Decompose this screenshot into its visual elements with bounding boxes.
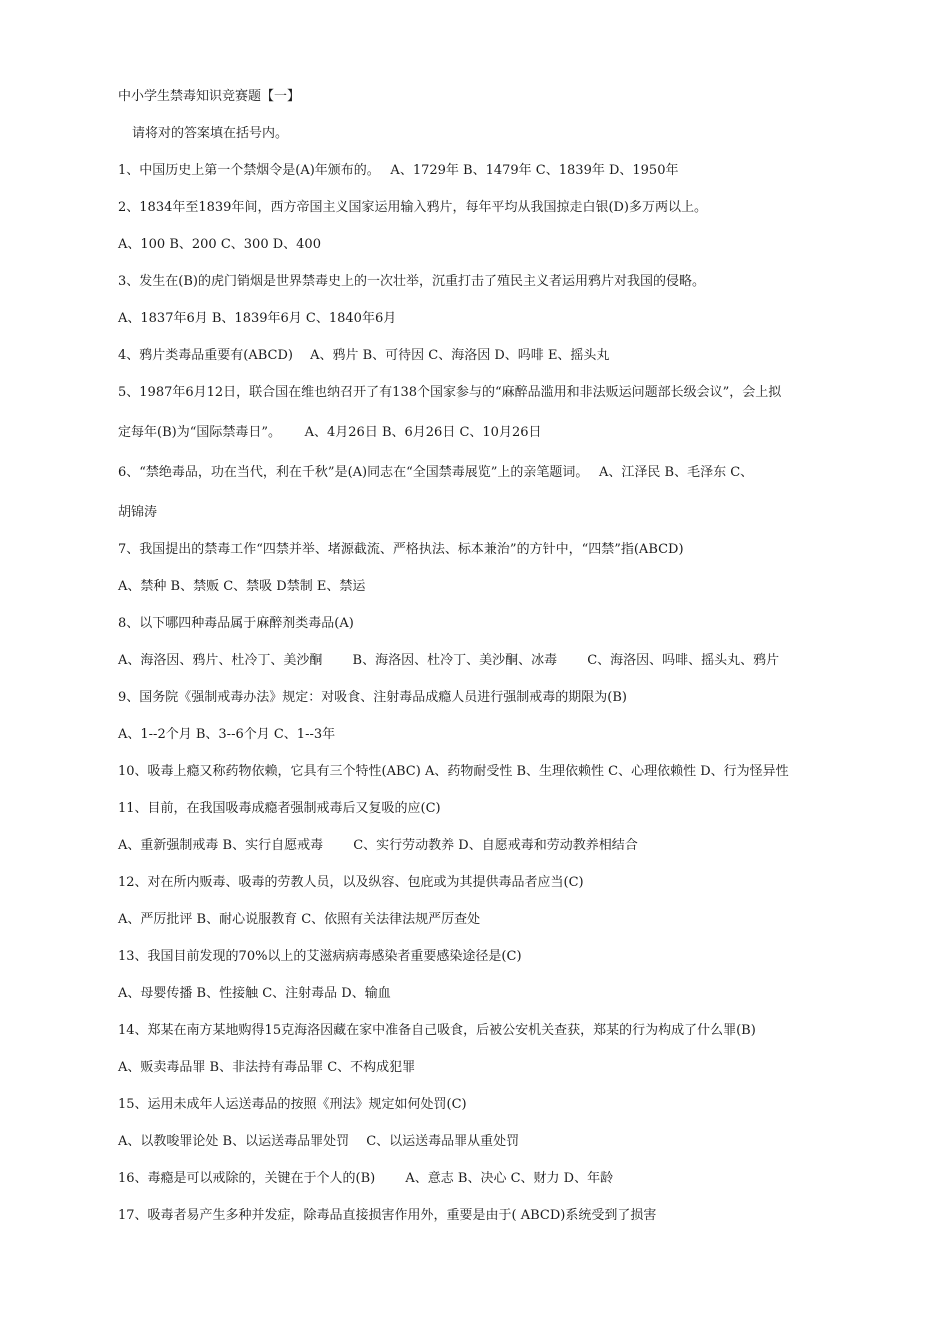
question-1: 1、中国历史上第一个禁烟令是(A)年颁布的。 A、1729年 B、1479年 C、1839年 D、1950年: [118, 163, 679, 178]
question-3: 3、发生在(B)的虎门销烟是世界禁毒史上的一次壮举，沉重打击了殖民主义者运用鸦片对我国的侵略。: [118, 274, 705, 289]
question-12-options: A、严厉批评 B、耐心说服教育 C、依照有关法律法规严厉查处: [118, 912, 481, 927]
question-15-options: A、以教唆罪论处 B、以运送毒品罪处罚 C、以运送毒品罪从重处罚: [118, 1134, 520, 1149]
question-5-continued: 定每年(B)为“国际禁毒日”。 A、4月26日 B、6月26日 C、10月26日: [118, 425, 542, 440]
question-7-options: A、禁种 B、禁贩 C、禁吸 D禁制 E、禁运: [118, 579, 366, 594]
question-9: 9、国务院《强制戒毒办法》规定：对吸食、注射毒品成瘾人员进行强制戒毒的期限为(B): [118, 690, 627, 705]
question-11-options: A、重新强制戒毒 B、实行自愿戒毒 C、实行劳动教养 D、自愿戒毒和劳动教养相结合: [118, 838, 638, 853]
question-6-continued: 胡锦涛: [118, 505, 158, 520]
question-4: 4、鸦片类毒品重要有(ABCD) A、鸦片 B、可待因 C、海洛因 D、吗啡 E、摇头丸: [118, 348, 610, 363]
question-5: 5、1987年6月12日，联合国在维也纳召开了有138个国家参与的“麻醉品滥用和非法贩运问题部长级会议”，会上拟: [118, 385, 782, 400]
document-body: [118, 88, 878, 1225]
question-3-options: A、1837年6月 B、1839年6月 C、1840年6月: [118, 311, 397, 326]
question-15: 15、运用未成年人运送毒品的按照《刑法》规定如何处罚(C): [118, 1097, 467, 1112]
question-14-options: A、贩卖毒品罪 B、非法持有毒品罪 C、不构成犯罪: [118, 1060, 416, 1075]
question-2: 2、1834年至1839年间，西方帝国主义国家运用输入鸦片，每年平均从我国掠走白银(D)多万两以上。: [118, 200, 708, 215]
question-6: 6、“禁绝毒品，功在当代，利在千秋”是(A)同志在“全国禁毒展览”上的亲笔题词。 A、江泽民 B、毛泽东 C、: [118, 465, 754, 480]
question-2-options: A、100 B、200 C、300 D、400: [118, 237, 321, 252]
question-17: 17、吸毒者易产生多种并发症，除毒品直接损害作用外，重要是由于( ABCD)系统受到了损害: [118, 1208, 657, 1223]
question-8: 8、以下哪四种毒品属于麻醉剂类毒品(A): [118, 616, 354, 631]
question-11: 11、目前，在我国吸毒成瘾者强制戒毒后又复吸的应(C): [118, 801, 441, 816]
question-12: 12、对在所内贩毒、吸毒的劳教人员，以及纵容、包庇或为其提供毒品者应当(C): [118, 875, 584, 890]
question-13: 13、我国目前发现的70%以上的艾滋病病毒感染者重要感染途径是(C): [118, 949, 522, 964]
question-9-options: A、1--2个月 B、3--6个月 C、1--3年: [118, 727, 336, 742]
question-13-options: A、母婴传播 B、性接触 C、注射毒品 D、输血: [118, 986, 391, 1001]
instruction-text: 请将对的答案填在括号内。: [132, 126, 289, 141]
question-16: 16、毒瘾是可以戒除的，关键在于个人的(B) A、意志 B、决心 C、财力 D、年龄: [118, 1171, 614, 1186]
question-8-options: A、海洛因、鸦片、杜冷丁、美沙酮 B、海洛因、杜冷丁、美沙酮、冰毒 C、海洛因、吗啡、摇头丸、鸦片: [118, 653, 780, 668]
question-14: 14、郑某在南方某地购得15克海洛因藏在家中准备自己吸食，后被公安机关查获，郑某的行为构成了什么罪(B): [118, 1023, 756, 1038]
question-10: 10、吸毒上瘾又称药物依赖，它具有三个特性(ABC) A、药物耐受性 B、生理依赖性 C、心理依赖性 D、行为怪异性: [118, 764, 789, 779]
document-title: 中小学生禁毒知识竞赛题【一】: [118, 89, 301, 104]
question-7: 7、我国提出的禁毒工作“四禁并举、堵源截流、严格执法、标本兼治”的方针中，“四禁”指(ABCD): [118, 542, 684, 557]
